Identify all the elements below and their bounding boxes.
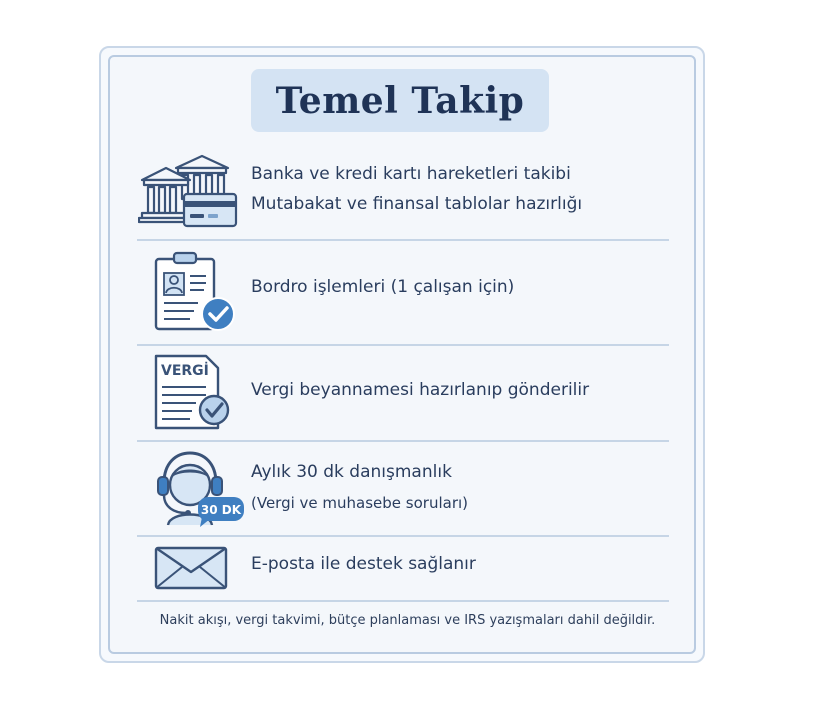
page-title: Temel Takip	[275, 79, 525, 122]
row-email-line-1: E-posta ile destek sağlanır	[251, 554, 476, 574]
row-payroll-line-1: Bordro işlemleri (1 çalışan için)	[251, 277, 515, 297]
envelope-icon	[152, 545, 232, 591]
row-consult-line-2: (Vergi ve muhasebe soruları)	[251, 494, 469, 512]
divider	[137, 600, 669, 602]
divider	[137, 239, 669, 241]
row-bank-line-1: Banka ve kredi kartı hareketleri takibi	[251, 164, 571, 184]
tax-document-icon	[150, 354, 240, 432]
consult-badge: 30 DK	[200, 503, 242, 517]
footnote: Nakit akışı, vergi takvimi, bütçe planlaması ve IRS yazışmaları dahil değildir.	[159, 613, 656, 628]
row-consult-line-1: Aylık 30 dk danışmanlık	[251, 462, 452, 482]
divider	[137, 440, 669, 442]
row-bank-line-2: Mutabakat ve finansal tablolar hazırlığı	[251, 194, 583, 214]
bank-card-icon	[138, 154, 238, 228]
headset-consultant-icon	[150, 449, 246, 529]
title-banner	[251, 69, 549, 132]
payroll-clipboard-icon	[150, 251, 240, 333]
divider	[137, 344, 669, 346]
tax-badge: VERGİ	[161, 363, 209, 379]
row-tax-line-1: Vergi beyannamesi hazırlanıp gönderilir	[251, 380, 590, 400]
divider	[137, 535, 669, 537]
